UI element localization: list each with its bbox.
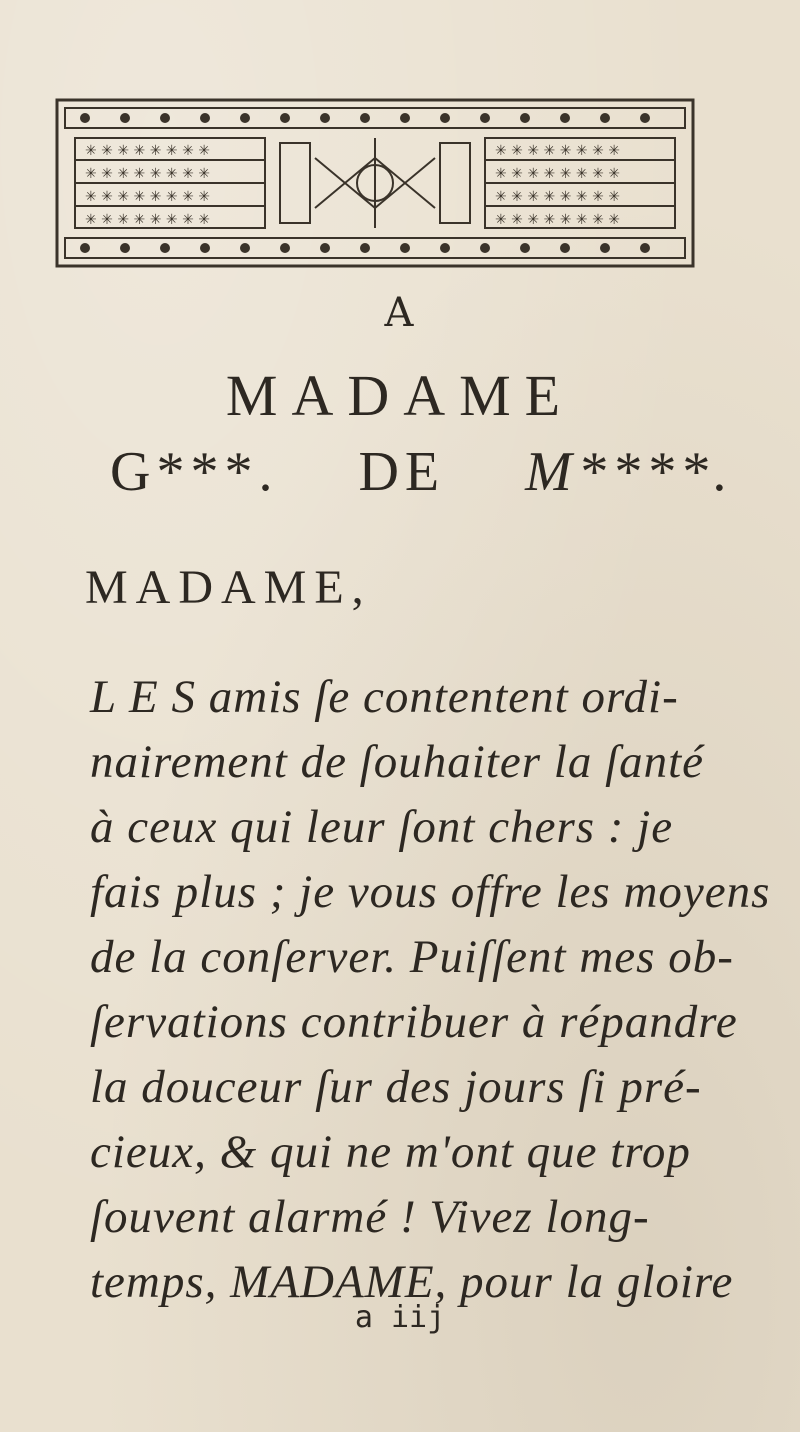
salutation: MADAME,: [85, 561, 372, 614]
text-line: L E S amis ſe contentent ordi-: [90, 671, 679, 723]
dedication-initials: [110, 440, 734, 504]
dedication-first-initial: G***.: [110, 441, 279, 503]
svg-text:✳ ✳ ✳ ✳ ✳ ✳ ✳ ✳: ✳ ✳ ✳ ✳ ✳ ✳ ✳ ✳: [495, 212, 620, 228]
dedication-name: MADAME: [225, 363, 575, 428]
svg-text:✳ ✳ ✳ ✳ ✳ ✳ ✳ ✳: ✳ ✳ ✳ ✳ ✳ ✳ ✳ ✳: [495, 189, 620, 205]
text-line: la douceur ſur des jours ſi pré-: [90, 1061, 702, 1113]
text-line: ſouvent alarmé ! Vivez long-: [90, 1191, 650, 1243]
svg-text:✳ ✳ ✳ ✳ ✳ ✳ ✳ ✳: ✳ ✳ ✳ ✳ ✳ ✳ ✳ ✳: [85, 189, 210, 205]
svg-text:✳ ✳ ✳ ✳ ✳ ✳ ✳ ✳: ✳ ✳ ✳ ✳ ✳ ✳ ✳ ✳: [85, 166, 210, 182]
text-line: de la conſerver. Puiſſent mes ob-: [90, 931, 734, 983]
dedication-last-initial: M****.: [525, 441, 734, 503]
svg-text:✳ ✳ ✳ ✳ ✳ ✳ ✳ ✳: ✳ ✳ ✳ ✳ ✳ ✳ ✳ ✳: [85, 143, 210, 159]
svg-text:✳ ✳ ✳ ✳ ✳ ✳ ✳ ✳: ✳ ✳ ✳ ✳ ✳ ✳ ✳ ✳: [495, 166, 620, 182]
text-line: cieux, & qui ne m'ont que trop: [90, 1126, 691, 1178]
body-paragraph: [90, 665, 771, 1315]
text-line: ſervations contribuer à répandre: [90, 996, 738, 1048]
text-line: nairement de ſouhaiter la ſanté: [90, 736, 705, 788]
text-line: fais plus ; je vous offre les moyens: [90, 866, 771, 918]
ornamental-headpiece: [55, 98, 695, 268]
dedication-to: A: [384, 290, 416, 336]
signature-mark: a iij: [354, 1300, 446, 1335]
dedication-de: DE: [358, 441, 446, 503]
text-line: temps, MADAME, pour la gloire: [90, 1256, 734, 1308]
text-line: à ceux qui leur ſont chers : je: [90, 801, 674, 853]
headpiece-ornament-icon: [55, 98, 695, 268]
svg-text:✳ ✳ ✳ ✳ ✳ ✳ ✳ ✳: ✳ ✳ ✳ ✳ ✳ ✳ ✳ ✳: [85, 212, 210, 228]
svg-text:✳ ✳ ✳ ✳ ✳ ✳ ✳ ✳: ✳ ✳ ✳ ✳ ✳ ✳ ✳ ✳: [495, 143, 620, 159]
